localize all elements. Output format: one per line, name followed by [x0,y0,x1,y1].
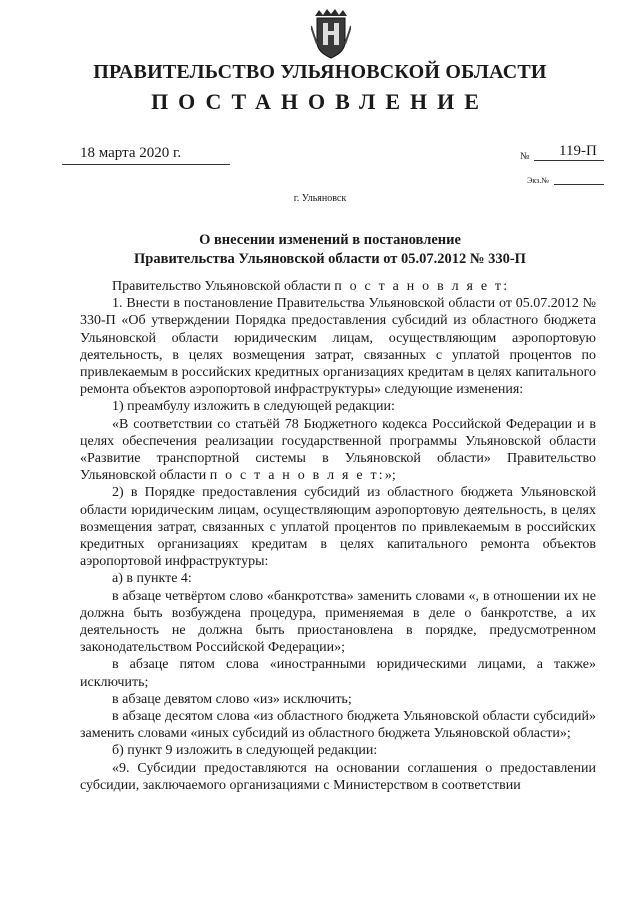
document-title [80,231,580,269]
number-underline [534,160,604,161]
paragraph-4: 2) в Порядке предоставления субсидий из областного бюджета Ульяновской области юридическим лицам, осуществляющим аэропортовую деятельность, в целях возмещения затрат, связанных с уплатой процентов по привлекаемым в российских кредитных организациях кредитам в целях капитального ремонта объектов аэропортовой инфраструктуры: [80,485,596,570]
document-type: ПОСТАНОВЛЕНИЕ [151,89,489,114]
paragraph-8: в абзаце девятом слово «из» исключить; [112,691,352,707]
paragraph-6: в абзаце четвёртом слово «банкротства» заменить словами «, в отношении их не должна быть возбуждена процедура, применяемая в деле о банкротстве, а их деятельность не должна быть приостановлена в порядке, предусмотренном законодательством Российской Федерации»; [80,588,596,656]
copy-number-label: Экз.№ [527,176,549,185]
city: г. Ульяновск [293,193,347,204]
paragraph-7: в абзаце пятом слова «иностранными юридическими лицами, а также» исключить; [80,657,596,690]
intro-text: Правительство Ульяновской области [112,279,335,294]
title-line-1: О внесении изменений в постановление [199,232,461,248]
paragraph-3 [80,416,596,485]
title-line-2: Правительства Ульяновской области от 05.07.2012 № 330-П [134,251,526,267]
number-prefix: № [520,151,530,162]
paragraph-1: 1. Внести в постановление Правительства Ульяновской области от 05.07.2012 № 330-П «Об утверждении Порядка предоставления субсидий из областного бюджета Ульяновской области юридическим лицам, осуществляющим аэропортовую деятельность, в целях возмещения затрат, связанных с уплатой процентов по привлекаемым в российских кредитных организациях кредитам в целях капитального ремонта объектов аэропортовой инфраструктуры» следующие изменения: [80,296,596,398]
p3-main-text: «В соответствии со статьёй 78 Бюджетного кодекса Российской Федерации и в целях обеспечения реализации государственной программы Ульяновской области «Развитие транспортной системы в Ульяновской области» Правительство Ульяновской области [80,416,596,484]
copy-number-underline [554,184,604,185]
paragraph-10: б) пункт 9 изложить в следующей редакции: [112,743,378,759]
paragraph-intro [80,278,596,295]
paragraph-11: «9. Субсидии предоставляются на основании соглашения о предоставлении субсидии, заключаемого организациями с Министерством в соответствии [80,760,596,793]
p3-end: »; [384,468,396,484]
p3-decrees: п о с т а н о в л я е т: [209,468,385,484]
paragraph-5: а) в пункте 4: [112,571,192,587]
organization-name: ПРАВИТЕЛЬСТВО УЛЬЯНОВСКОЙ ОБЛАСТИ [93,61,547,83]
document-number: 119-П [559,143,597,159]
paragraph-2: 1) преамбулу изложить в следующей редакции: [112,399,395,415]
date-underline [62,164,230,165]
document-body [80,278,596,794]
coat-of-arms-emblem [311,6,351,60]
intro-decrees: п о с т а н о в л я е т: [334,279,510,294]
document-date: 18 марта 2020 г. [80,145,182,161]
paragraph-9: в абзаце десятом слова «из областного бюджета Ульяновской области субсидий» заменить словами «иных субсидий из областного бюджета Ульяновской области»; [80,709,596,742]
